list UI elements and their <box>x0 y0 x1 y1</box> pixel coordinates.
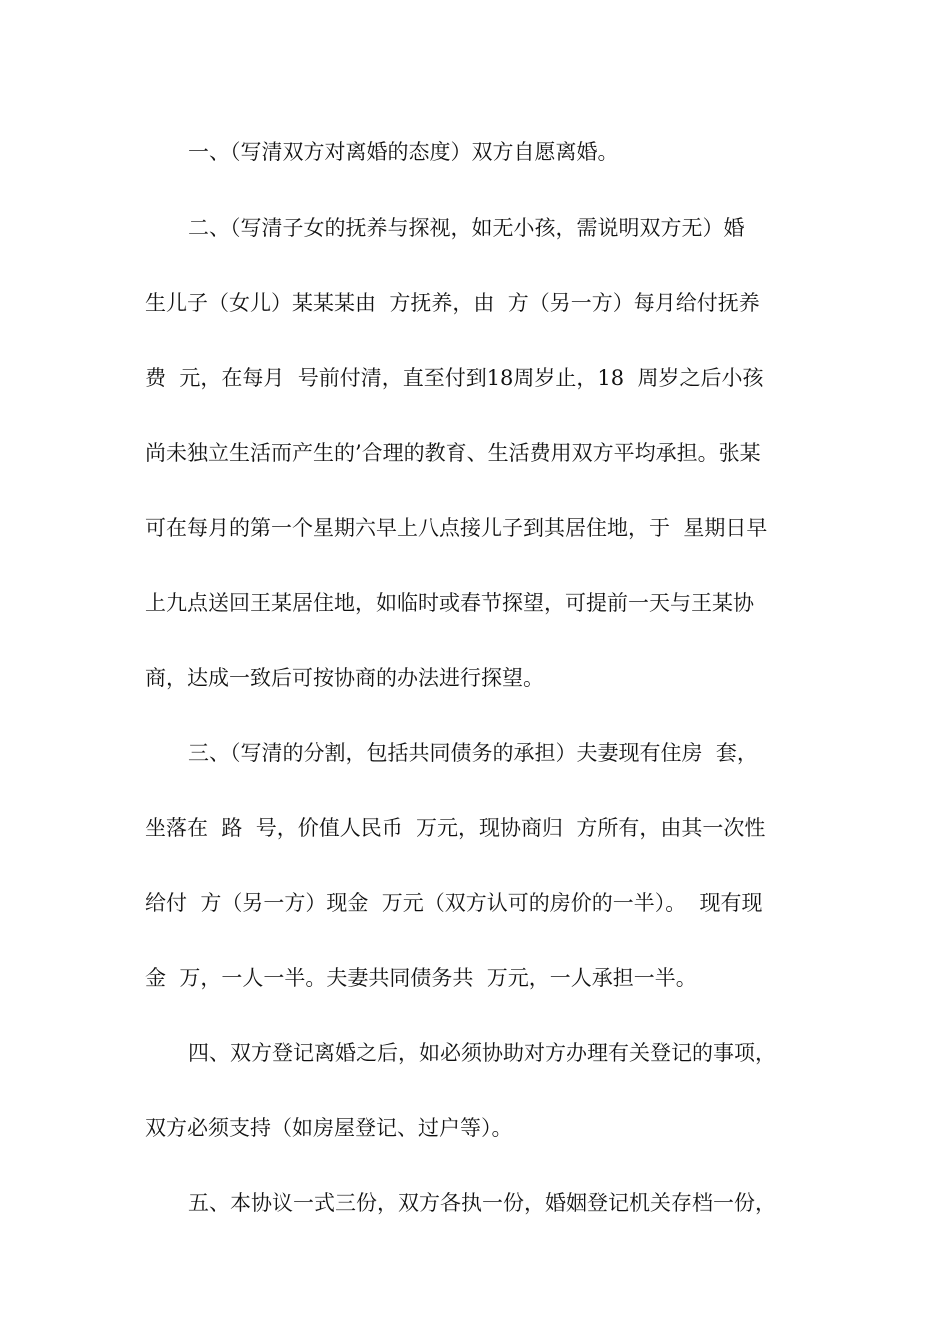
clause-3-line-4: 金 万，一人一半。夫妻共同债务共 万元，一人承担一半。 <box>145 966 697 990</box>
clause-3-line-2: 坐落在 路 号，价值人民币 万元，现协商归 方所有，由其一次性 <box>145 816 766 840</box>
clause-2-line-5: 可在每月的第一个星期六早上八点接儿子到其居住地，于 星期日早 <box>145 516 768 540</box>
clause-4-line-1: 四、双方登记离婚之后，如必须协助对方办理有关登记的事项， <box>188 1041 776 1065</box>
clause-2-line-7: 商，达成一致后可按协商的办法进行探望。 <box>145 666 544 690</box>
clause-2-line-3: 费 元，在每月 号前付清，直至付到18周岁止，18 周岁之后小孩 <box>145 366 764 390</box>
clause-3-line-1: 三、（写清的分割，包括共同债务的承担）夫妻现有住房 套， <box>188 741 758 765</box>
clause-5-line-1: 五、本协议一式三份，双方各执一份，婚姻登记机关存档一份， <box>188 1191 776 1215</box>
clause-2-line-2: 生儿子（女儿）某某某由 方抚养，由 方（另一方）每月给付抚养 <box>145 291 760 315</box>
clause-2-line-1: 二、（写清子女的抚养与探视，如无小孩，需说明双方无）婚 <box>188 216 745 240</box>
clause-2-line-6: 上九点送回王某居住地，如临时或春节探望，可提前一天与王某协 <box>145 591 754 615</box>
clause-4-line-2: 双方必须支持（如房屋登记、过户等）。 <box>145 1116 513 1140</box>
clause-2-line-4: 尚未独立生活而产生的’合理的教育、生活费用双方平均承担。张某 <box>145 441 761 465</box>
clause-1-line-1: 一、（写清双方对离婚的态度）双方自愿离婚。 <box>188 140 619 164</box>
clause-3-line-3: 给付 方（另一方）现金 万元（双方认可的房价的一半）。 现有现 <box>145 891 763 915</box>
